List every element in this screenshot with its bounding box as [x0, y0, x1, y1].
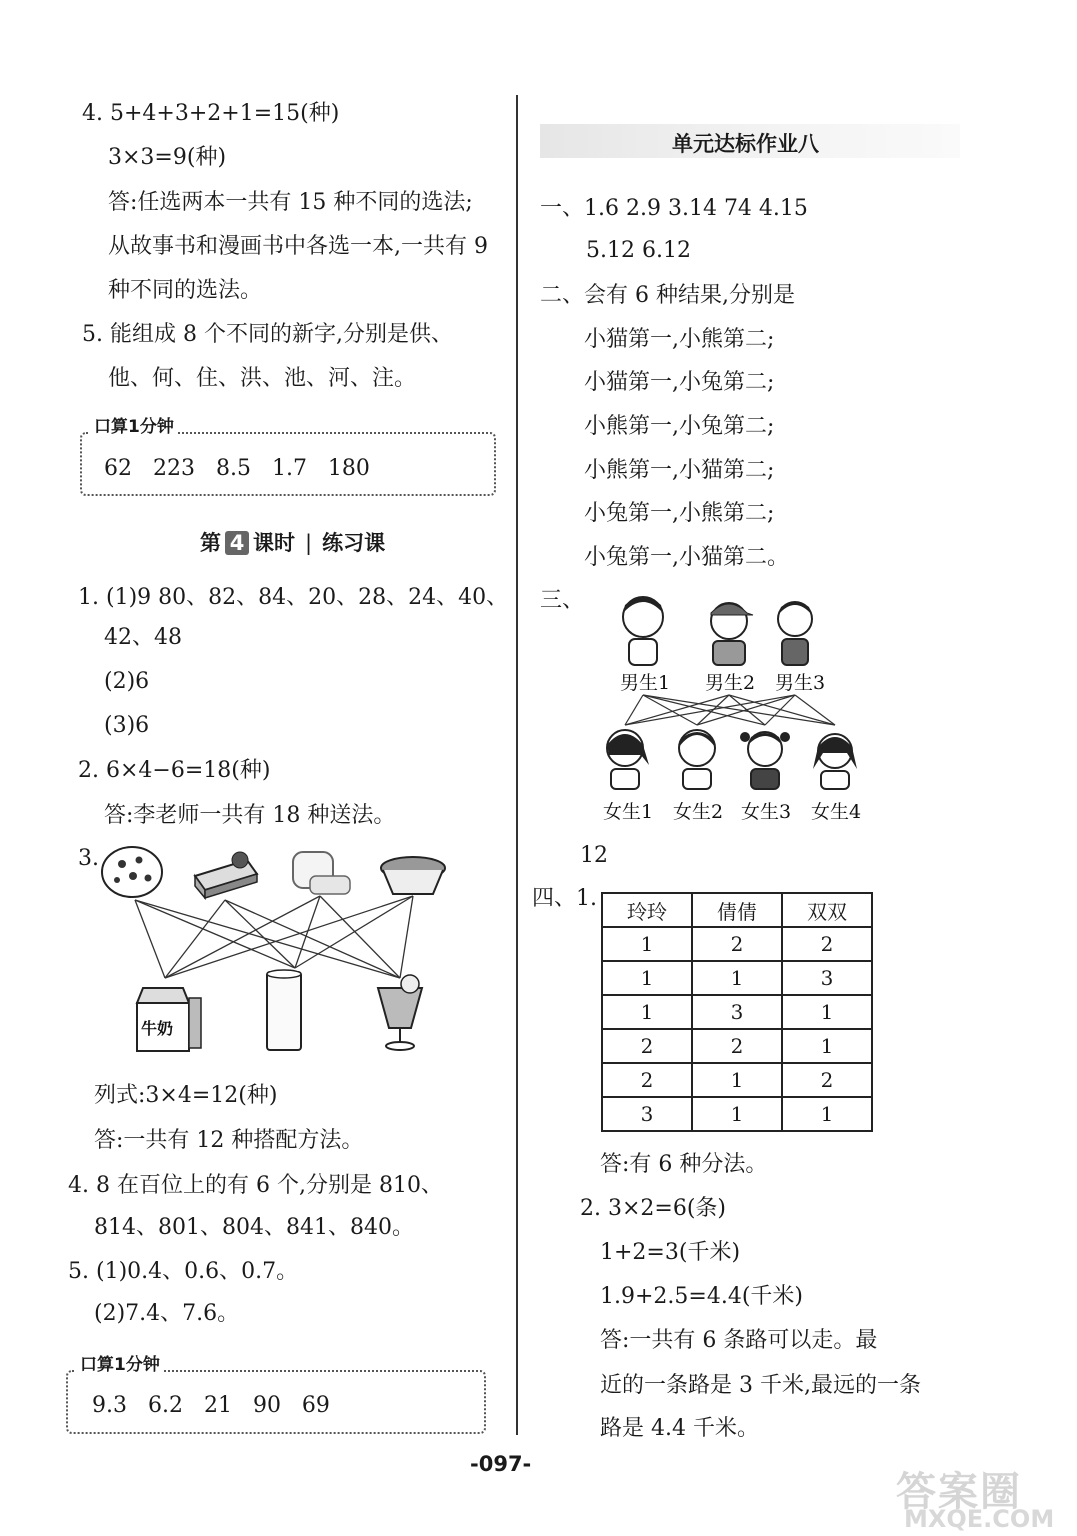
boy-1-icon — [623, 597, 663, 665]
p2-line-1: 2. 6×4−6=18(种) — [78, 758, 271, 783]
s2-line-4: 小熊第一,小兔第二; — [584, 414, 775, 439]
juice-glass-icon — [378, 975, 422, 1050]
s2-line-5: 小熊第一,小猫第二; — [584, 458, 775, 483]
s4-p2-line-1: 2. 3×2=6(条) — [580, 1196, 727, 1221]
table-cell: 3 — [692, 995, 782, 1029]
watermark-url: MXQE.COM — [904, 1505, 1055, 1533]
s4-p2-line-2: 1+2=3(千米) — [600, 1240, 741, 1265]
table-cell: 1 — [692, 1097, 782, 1131]
p3-number: 3. — [78, 846, 99, 871]
s2-line-2: 小猫第一,小熊第二; — [584, 327, 775, 352]
table-cell: 2 — [692, 1029, 782, 1063]
oral-calc-label-2: 口算1分钟 — [76, 1350, 164, 1375]
p1-line-1: 1. (1)9 80、82、84、20、28、24、40、 — [78, 585, 509, 610]
q4-line-5: 种不同的选法。 — [108, 278, 263, 303]
s1-line-1: 一、1.6 2.9 3.14 74 4.15 — [540, 196, 808, 221]
boys-girls-diagram — [595, 585, 885, 830]
lesson-heading: 第 4 课时 | 练习课 — [200, 531, 386, 555]
s2-line-1: 二、会有 6 种结果,分别是 — [540, 283, 795, 308]
table-cell: 1 — [602, 961, 692, 995]
s4-p2-line-4: 答:一共有 6 条路可以走。最 — [600, 1328, 878, 1353]
girl-4-icon — [813, 734, 857, 789]
page-number: -097- — [470, 1452, 532, 1476]
table-row — [602, 961, 872, 995]
svg-text:女生3: 女生3 — [741, 801, 792, 823]
p4-line-2: 814、801、804、841、840。 — [94, 1215, 414, 1240]
table-row — [602, 927, 872, 961]
q4-line-2: 3×3=9(种) — [108, 145, 227, 170]
table-cell: 1 — [602, 995, 692, 1029]
s1-line-2: 5.12 6.12 — [586, 238, 691, 263]
table-cell: 3 — [602, 1097, 692, 1131]
cookie-icon — [102, 847, 162, 897]
svg-text:女生4: 女生4 — [811, 801, 862, 823]
s4-label: 四、1. — [532, 886, 597, 911]
p1-line-4: (3)6 — [104, 713, 150, 738]
s2-line-7: 小兔第一,小猫第二。 — [584, 545, 789, 570]
s4-p2-line-6: 路是 4.4 千米。 — [600, 1416, 759, 1441]
s2-line-6: 小兔第一,小熊第二; — [584, 501, 775, 526]
distribution-table — [601, 892, 873, 1132]
svg-text:男生1: 男生1 — [620, 672, 671, 694]
p4-line-1: 4. 8 在百位上的有 6 个,分别是 810、 — [68, 1173, 443, 1198]
svg-text:男生2: 男生2 — [705, 672, 756, 694]
table-cell: 1 — [692, 961, 782, 995]
header-cell: 玲玲 — [602, 893, 692, 927]
s4-answer: 答:有 6 种分法。 — [600, 1152, 768, 1177]
girl-3-icon — [740, 732, 790, 789]
table-cell: 1 — [782, 1097, 872, 1131]
q4-line-4: 从故事书和漫画书中各选一本,一共有 9 — [108, 234, 488, 259]
svg-text:女生2: 女生2 — [673, 801, 724, 823]
table-cell: 1 — [602, 927, 692, 961]
p3-formula: 列式:3×4=12(种) — [94, 1083, 278, 1108]
p2-line-2: 答:李老师一共有 18 种送法。 — [104, 803, 396, 828]
table-cell: 2 — [782, 1063, 872, 1097]
p1-line-3: (2)6 — [104, 669, 150, 694]
table-cell: 3 — [782, 961, 872, 995]
table-cell: 2 — [782, 927, 872, 961]
p5-line-2: (2)7.4、7.6。 — [94, 1301, 240, 1326]
milk-carton-icon — [137, 988, 201, 1051]
q4-line-3: 答:任选两本一共有 15 种不同的选法; — [108, 190, 473, 215]
oral-calc-label-1: 口算1分钟 — [90, 412, 178, 437]
oral-calc-values-1: 62 223 8.5 1.7 180 — [104, 456, 370, 481]
s3-answer: 12 — [580, 843, 608, 868]
header-cell: 倩倩 — [692, 893, 782, 927]
s4-p2-line-3: 1.9+2.5=4.4(千米) — [600, 1284, 803, 1309]
column-divider — [516, 95, 518, 1435]
table-header-row — [602, 893, 872, 927]
table-cell: 2 — [602, 1063, 692, 1097]
s3-label: 三、 — [540, 588, 585, 613]
table-cell: 2 — [602, 1029, 692, 1063]
header-cell: 双双 — [782, 893, 872, 927]
table-cell: 1 — [782, 1029, 872, 1063]
boy-3-icon — [778, 602, 812, 665]
table-cell: 1 — [692, 1063, 782, 1097]
q4-line-1: 4. 5+4+3+2+1=15(种) — [82, 101, 340, 126]
table-row — [602, 995, 872, 1029]
girl-2-icon — [679, 730, 715, 789]
p3-answer: 答:一共有 12 种搭配方法。 — [94, 1128, 364, 1153]
q5-line-2: 他、何、住、洪、池、河、注。 — [108, 366, 417, 391]
table-cell: 2 — [692, 927, 782, 961]
svg-text:牛奶: 牛奶 — [141, 1019, 174, 1038]
bread-icon — [293, 852, 350, 894]
svg-text:男生3: 男生3 — [775, 672, 826, 694]
unit-title: 单元达标作业八 — [672, 132, 819, 156]
s2-line-3: 小猫第一,小兔第二; — [584, 370, 775, 395]
s4-p2-line-5: 近的一条路是 3 千米,最远的一条 — [600, 1373, 921, 1398]
table-row — [602, 1029, 872, 1063]
watermark-logo: 答案圈 — [896, 1469, 1022, 1515]
table-row — [602, 1063, 872, 1097]
food-drink-diagram — [95, 838, 475, 1068]
tart-icon — [381, 857, 445, 894]
oral-calc-values-2: 9.3 6.2 21 90 69 — [92, 1393, 330, 1418]
boy-2-icon — [711, 603, 753, 665]
table-row — [602, 1097, 872, 1131]
girl-1-icon — [607, 730, 649, 789]
q5-line-1: 5. 能组成 8 个不同的新字,分别是供、 — [82, 322, 453, 347]
cake-icon — [195, 852, 257, 898]
table-cell: 1 — [782, 995, 872, 1029]
p5-line-1: 5. (1)0.4、0.6、0.7。 — [68, 1259, 299, 1284]
milk-glass-icon — [267, 970, 301, 1050]
p1-line-2: 42、48 — [104, 625, 182, 650]
svg-text:女生1: 女生1 — [603, 801, 654, 823]
